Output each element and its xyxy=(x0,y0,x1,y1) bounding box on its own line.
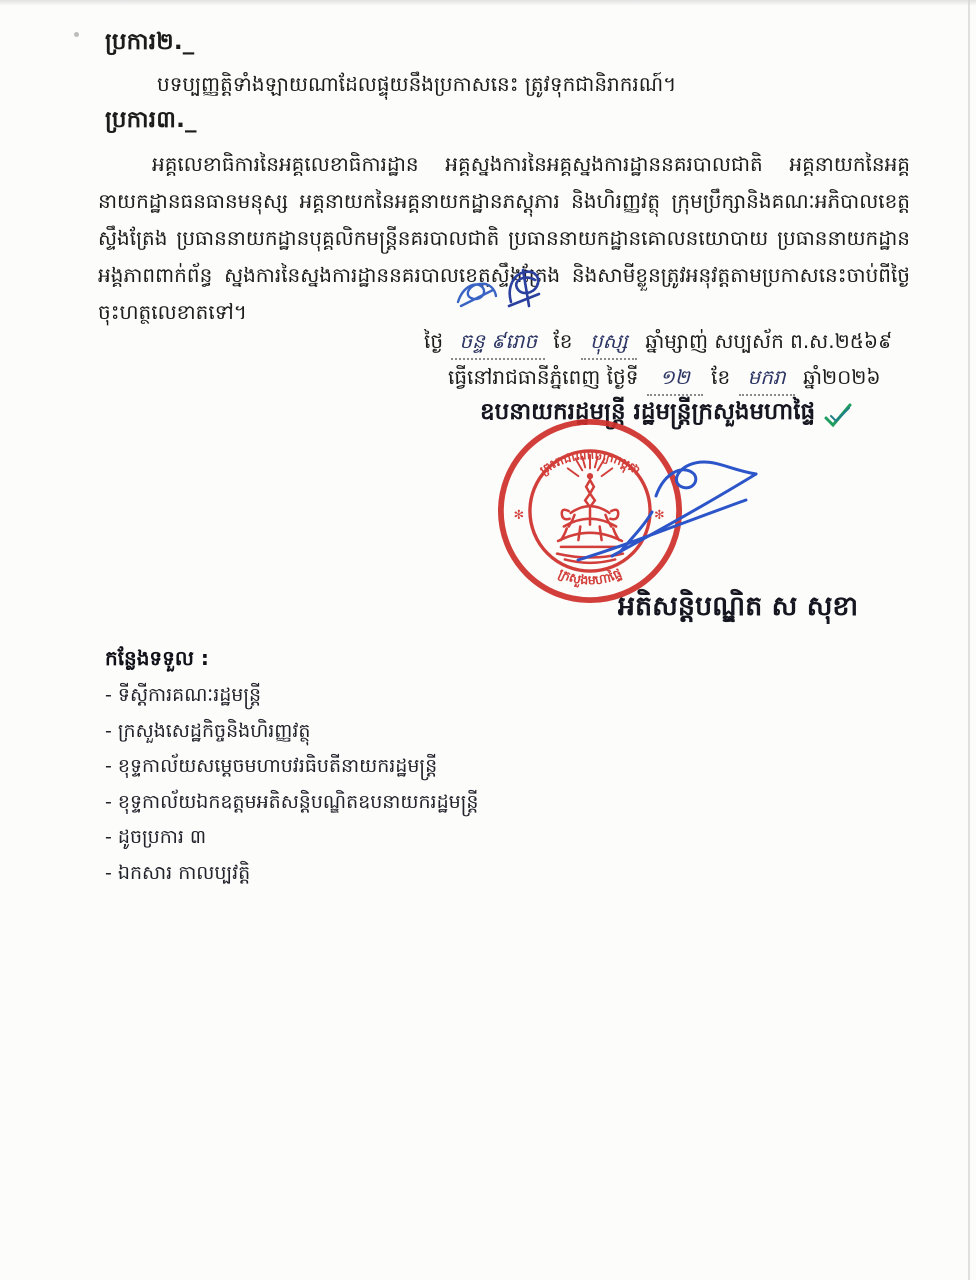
article-2-body: បទប្បញ្ញត្តិទាំងឡាយណាដែលផ្ទុយនឹងប្រកាសនេះ ត្រូវទុកជានិរាករណ៍។ xyxy=(157,72,677,96)
cc-item: - ក្រសួងសេដ្ឋកិច្ចនិងហិរញ្ញវត្ថុ xyxy=(105,719,311,742)
scan-artifact-dot xyxy=(74,32,79,37)
cc-item: - ខុទ្ទកាល័យសម្តេចមហាបវរធិបតីនាយករដ្ឋមន្ត្រី xyxy=(105,755,438,777)
lunar-month-label: ខែ xyxy=(553,329,573,353)
month-handwritten: មករា xyxy=(739,364,795,396)
seal-separator-left: ✻ xyxy=(513,506,525,522)
day-number-handwritten: ១២ xyxy=(647,364,703,396)
signer-title: ឧបនាយករដ្ឋមន្ត្រី រដ្ឋមន្ត្រីក្រសួងមហាផ្ទៃ xyxy=(480,399,816,425)
signer-name: អតិសន្តិបណ្ឌិត ស សុខា xyxy=(617,591,859,622)
cc-item: - ទីស្តីការគណៈរដ្ឋមន្ត្រី xyxy=(105,684,262,706)
cc-item: - ឯកសារ កាលប្បវត្តិ xyxy=(105,861,251,884)
lunar-date-line xyxy=(424,328,892,360)
cc-item: - ដូចប្រការ ៣ xyxy=(105,826,207,848)
seal-ring-text-top: ព្រះរាជាណាចក្រកម្ពុជា xyxy=(537,447,643,478)
cc-list xyxy=(105,678,478,891)
article-3-body: អគ្គលេខាធិការនៃអគ្គលេខាធិការដ្ឋាន អគ្គស្នងការនៃអគ្គស្នងការដ្ឋាននគរបាលជាតិ អគ្គនាយកនៃអគ្គនាយកដ្ឋានធនធានមនុស្ស អគ្គនាយកនៃអគ្គនាយកដ្ឋានភស្តុភារ និងហិរញ្ញវត្ថុ ក្រុមប្រឹក្សានិងគណៈអភិបាលខេត្តស្ទឹងត្រែង ប្រធាននាយកដ្ឋានបុគ្គលិកមន្ត្រីនគរបាលជាតិ ប្រធាននាយកដ្ឋានគោលនយោបាយ ប្រធាននាយកដ្ឋាន អង្គភាពពាក់ព័ន្ធ ស្នងការនៃស្នងការដ្ឋាននគរបាលខេត្តស្ទឹងត្រែង និងសាមីខ្លួនត្រូវអនុវត្តតាមប្រកាសនេះចាប់ពីថ្ងៃចុះហត្ថលេខាតទៅ។ xyxy=(98,152,910,324)
month-label: ខែ xyxy=(711,365,731,389)
signature-ink xyxy=(560,448,790,573)
article-3-heading: ប្រការ៣._ xyxy=(105,107,197,133)
seal-separator-right: ✻ xyxy=(653,506,665,522)
initial-scribble-icon xyxy=(455,276,499,310)
article-2-heading: ប្រការ២._ xyxy=(105,29,195,55)
lunar-date-prefix: ថ្ងៃ xyxy=(424,329,444,353)
lunar-month-handwritten: បុស្ស xyxy=(581,328,637,360)
cc-item: - ខុទ្ទកាល័យឯកឧត្តមអតិសន្តិបណ្ឌិតឧបនាយករដ្ឋមន្ត្រី xyxy=(105,790,479,813)
gregorian-date-line xyxy=(448,364,881,396)
lunar-year-text: ឆ្នាំម្សាញ់ សប្បស័ក ព.ស.២៥៦៩ xyxy=(645,329,893,353)
cc-heading: កន្លែងទទួល : xyxy=(105,646,209,670)
seal-ring-text-bottom: ក្រសួងមហាផ្ទៃ xyxy=(556,565,624,588)
initial-scribble-icon xyxy=(503,268,545,310)
approval-check-icon xyxy=(823,402,853,428)
place-and-day-prefix: ធ្វើនៅរាជធានីភ្នំពេញ ថ្ងៃទី xyxy=(448,365,639,389)
year-text: ឆ្នាំ២០២៦ xyxy=(802,365,881,389)
lunar-day-handwritten: ចន្ទ ៩រោច xyxy=(451,328,545,360)
